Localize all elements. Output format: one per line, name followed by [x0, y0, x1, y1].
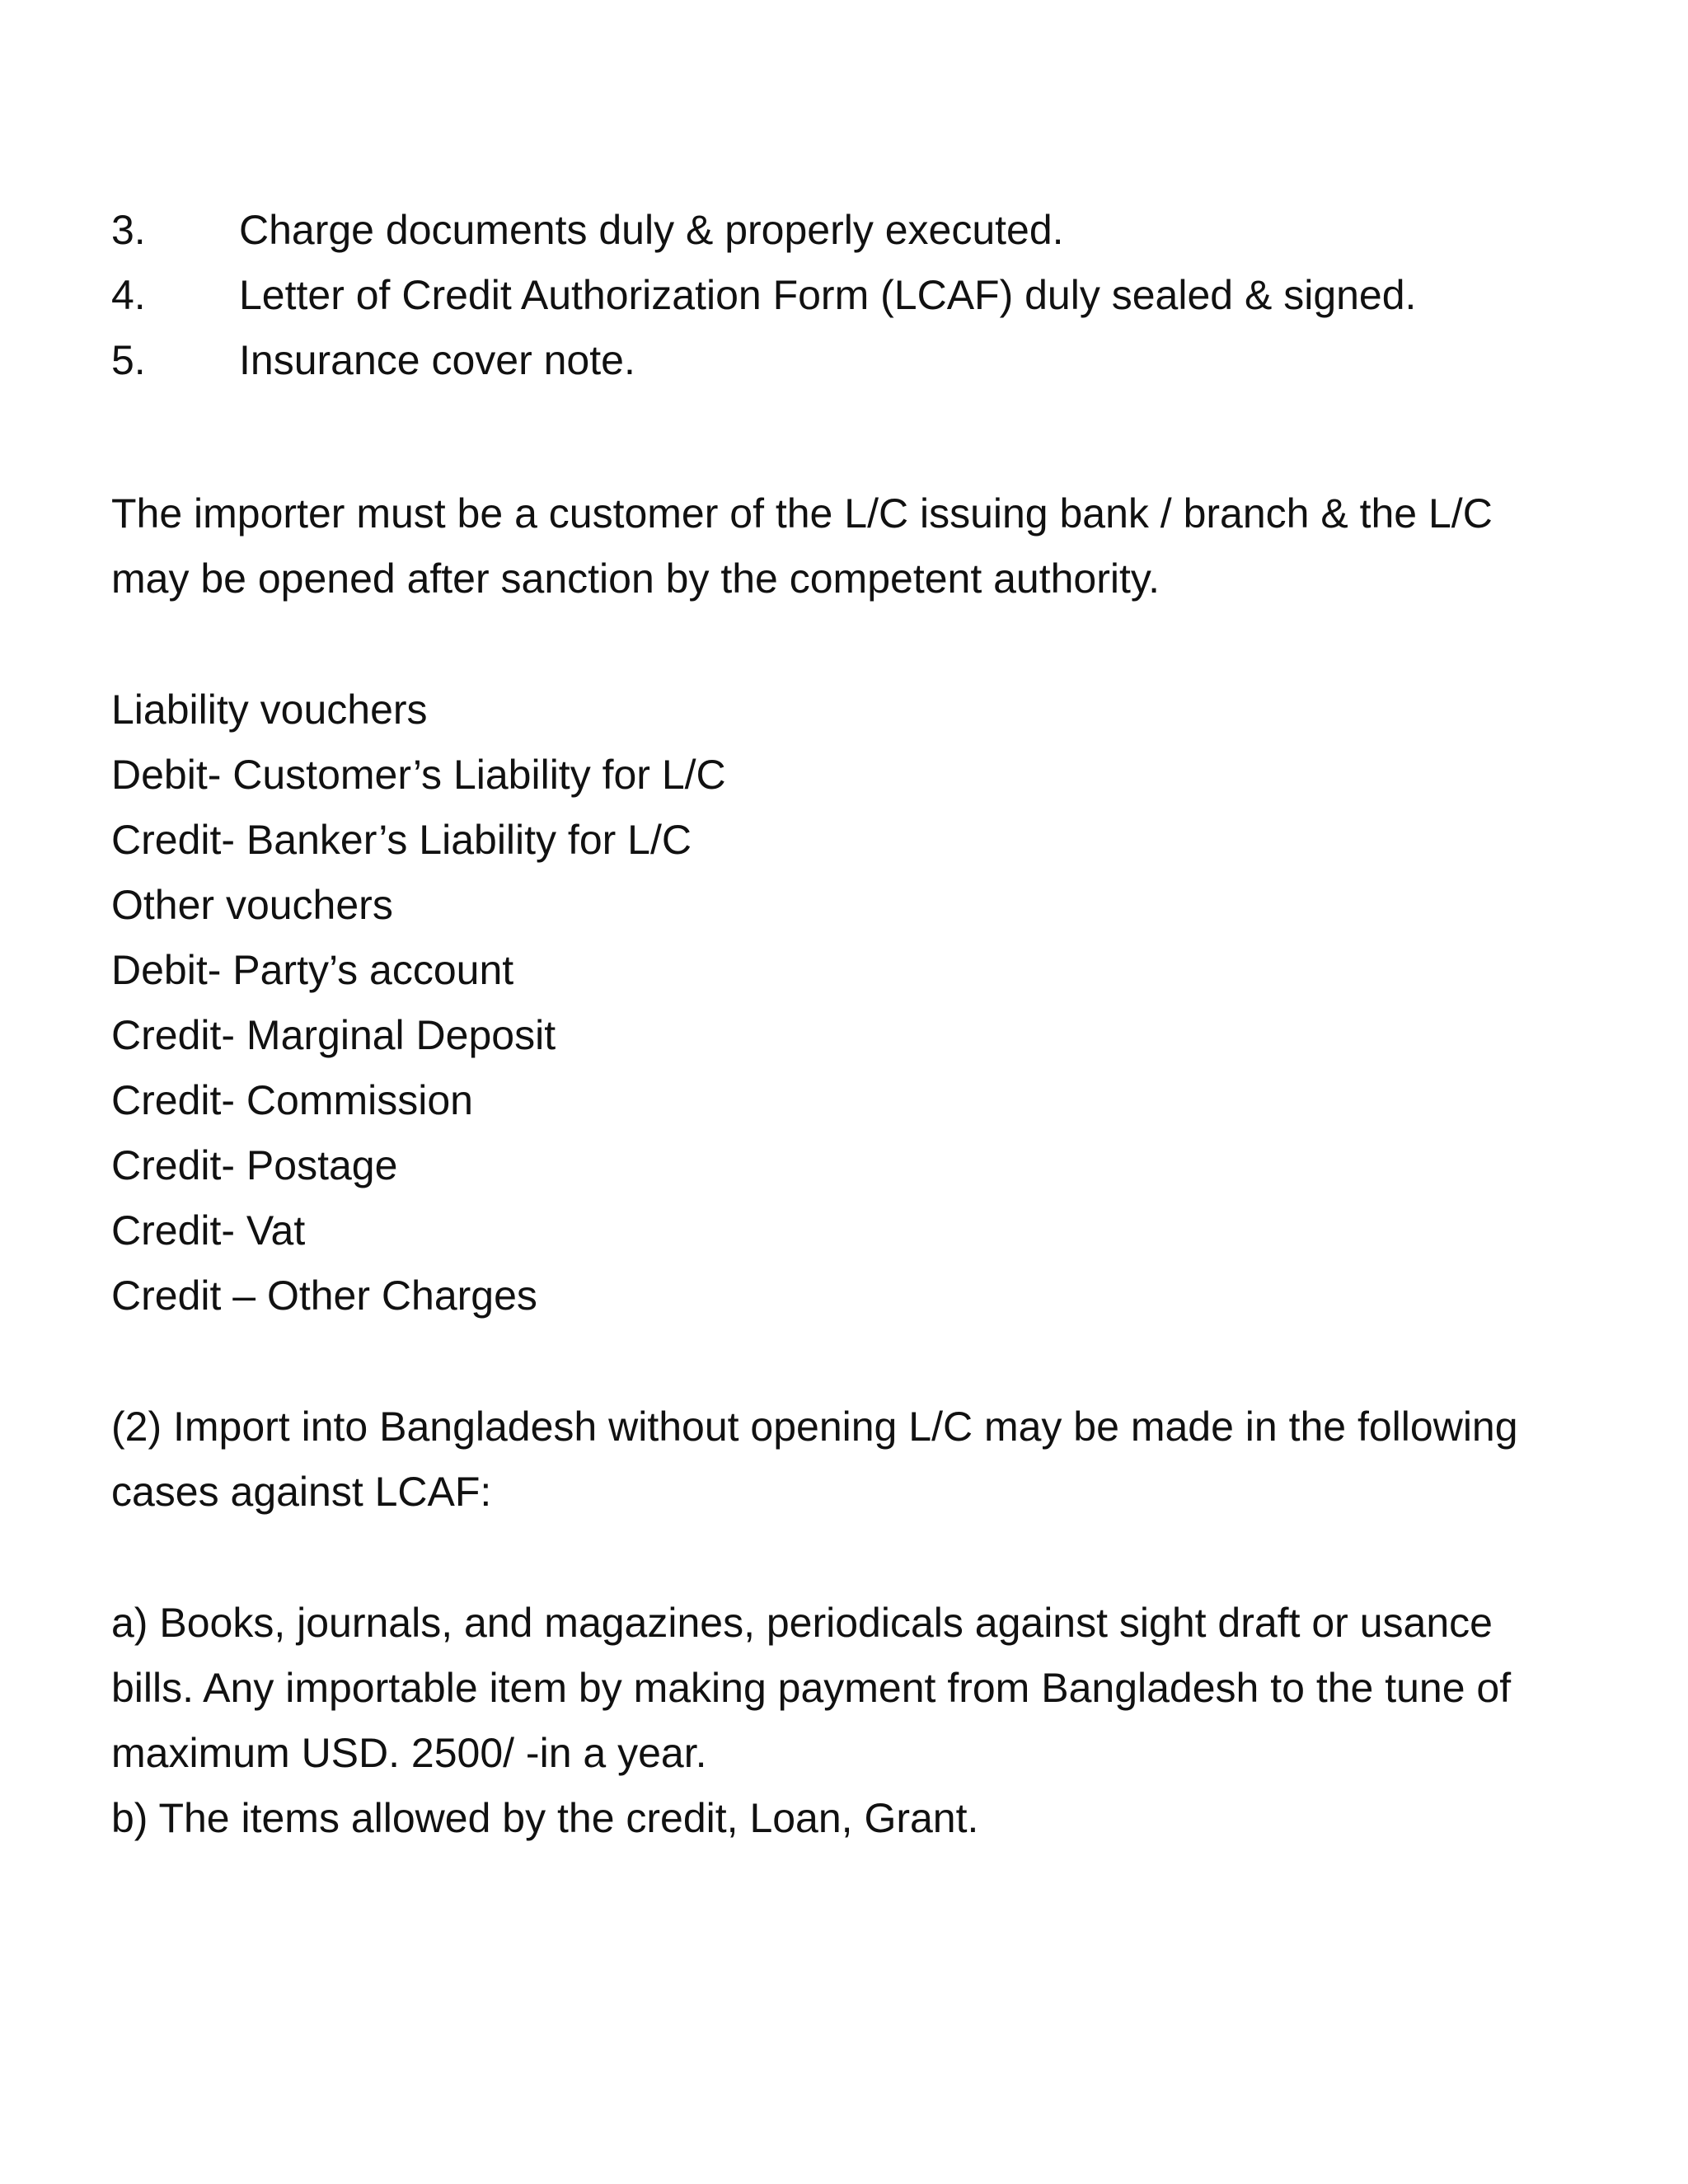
item-number: 5. — [111, 337, 146, 383]
item-number: 4. — [111, 272, 146, 318]
voucher-entry: Credit- Postage — [111, 1142, 398, 1188]
cases-list — [111, 1591, 1595, 1851]
case-a-line: bills. Any importable item by making payment from Bangladesh to the tune of — [111, 1665, 1512, 1711]
voucher-entry: Debit- Party’s account — [111, 947, 514, 993]
importer-paragraph — [111, 481, 1595, 612]
paragraph-line: may be opened after sanction by the competent authority. — [111, 555, 1160, 602]
voucher-list — [111, 677, 1595, 1329]
voucher-entry: Credit- Commission — [111, 1077, 473, 1123]
document-page — [111, 198, 1595, 1851]
paragraph-line: The importer must be a customer of the L/C issuing bank / branch & the L/C — [111, 490, 1493, 537]
voucher-heading: Other vouchers — [111, 882, 393, 928]
paragraph-line: cases against LCAF: — [111, 1469, 492, 1515]
import-paragraph — [111, 1394, 1595, 1525]
item-text: Insurance cover note. — [239, 337, 635, 383]
numbered-item — [111, 198, 1595, 263]
item-text: Letter of Credit Authorization Form (LCAF) duly sealed & signed. — [239, 272, 1417, 318]
voucher-entry: Credit- Marginal Deposit — [111, 1012, 556, 1058]
case-a-line: a) Books, journals, and magazines, periodicals against sight draft or usance — [111, 1600, 1493, 1646]
item-number: 3. — [111, 207, 146, 253]
case-b-line: b) The items allowed by the credit, Loan, Grant. — [111, 1795, 979, 1841]
voucher-entry: Debit- Customer’s Liability for L/C — [111, 752, 726, 798]
paragraph-line: (2) Import into Bangladesh without opening L/C may be made in the following — [111, 1404, 1518, 1450]
item-text: Charge documents duly & properly executed. — [239, 207, 1064, 253]
voucher-entry: Credit – Other Charges — [111, 1272, 537, 1319]
numbered-item — [111, 328, 1595, 393]
case-a-line: maximum USD. 2500/ -in a year. — [111, 1730, 707, 1776]
voucher-heading: Liability vouchers — [111, 687, 428, 733]
voucher-entry: Credit- Banker’s Liability for L/C — [111, 817, 692, 863]
voucher-entry: Credit- Vat — [111, 1207, 306, 1254]
numbered-item — [111, 263, 1595, 328]
